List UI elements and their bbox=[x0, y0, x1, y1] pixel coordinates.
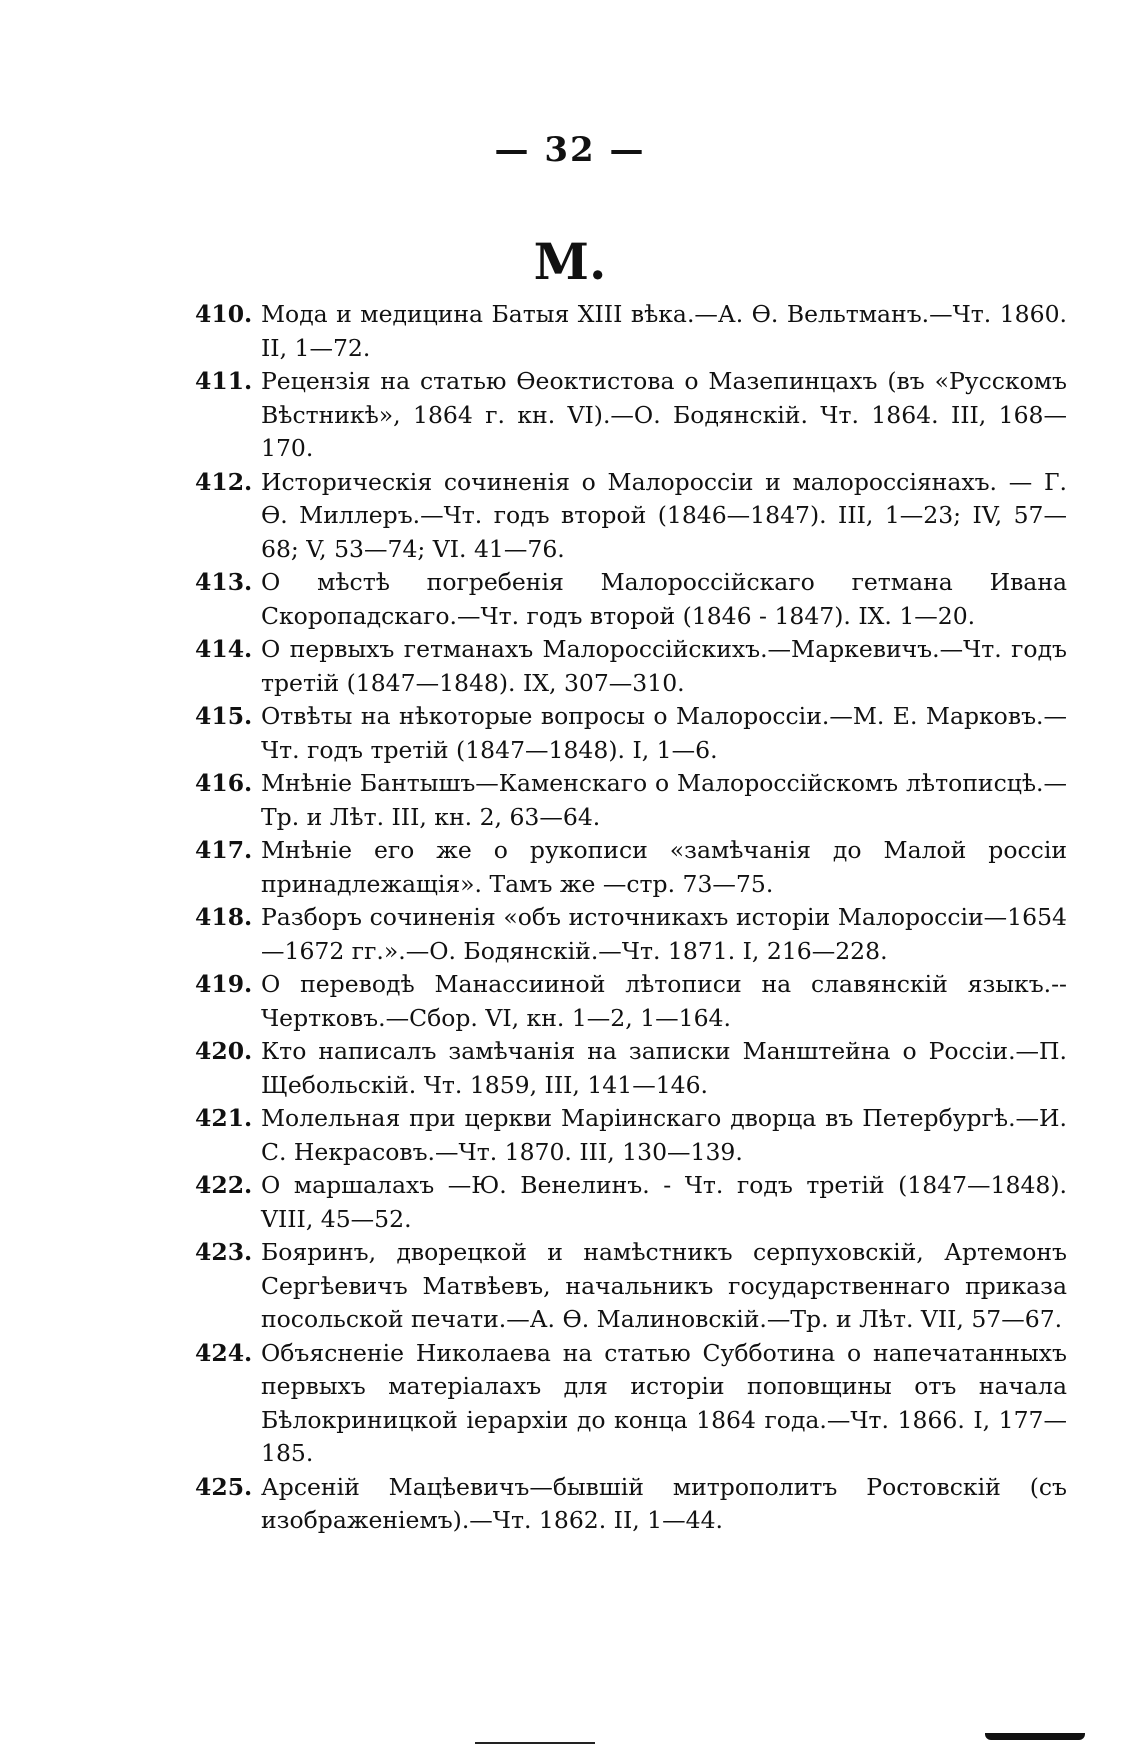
bibliography-entry-list bbox=[195, 298, 1067, 1538]
entry-number: 412. bbox=[195, 467, 253, 496]
entry-text: Рецензія на статью Ѳеоктистова о Мазепинцахъ (въ «Русскомъ Вѣстникѣ», 1864 г. кн. VI).—О. Бодянскій. Чт. 1864. III, 168—170. bbox=[261, 367, 1067, 462]
page-number: — 32 — bbox=[494, 130, 646, 170]
bottom-rule bbox=[475, 1742, 595, 1744]
entry-text: О первыхъ гетманахъ Малороссійскихъ.—Маркевичъ.—Чт. годъ третій (1847—1848). IX, 307—310. bbox=[261, 635, 1067, 697]
entry-number: 411. bbox=[195, 367, 253, 395]
entry-number: 417. bbox=[195, 836, 253, 864]
bibliography-entry bbox=[195, 1102, 1067, 1169]
bibliography-entry bbox=[195, 1236, 1067, 1337]
library-stamp-mark bbox=[985, 1715, 1085, 1740]
bibliography-entry bbox=[195, 1337, 1067, 1471]
entry-text: Молельная при церкви Маріинскаго дворца въ Петербургѣ.—И. С. Некрасовъ.—Чт. 1870. III, 130—139. bbox=[261, 1104, 1067, 1166]
entry-text: Бояринъ, дворецкой и намѣстникъ серпуховскій, Артемонъ Сергѣевичъ Матвѣевъ, начальникъ государственнаго приказа посольской печати.—А. Ѳ. Малиновскій.—Тр. и Лѣт. VII, 57—67. bbox=[261, 1238, 1067, 1333]
entry-text: Арсеній Мацѣевичъ—бывшій митрополитъ Ростовскій (съ изображеніемъ).—Чт. 1862. II, 1—44. bbox=[261, 1472, 1067, 1534]
bibliography-entry bbox=[195, 365, 1067, 466]
bibliography-entry bbox=[195, 298, 1067, 365]
bibliography-entry bbox=[195, 901, 1067, 968]
entry-number: 421. bbox=[195, 1104, 253, 1132]
entry-number: 415. bbox=[195, 702, 253, 730]
entry-text: О мѣстѣ погребенія Малороссійскаго гетмана Ивана Скоропадскаго.—Чт. годъ второй (1846 - 1847). IX. 1—20. bbox=[261, 568, 1067, 630]
entry-number: 410. bbox=[195, 300, 253, 328]
entry-number: 418. bbox=[195, 903, 253, 931]
bibliography-entry bbox=[195, 700, 1067, 767]
bibliography-entry bbox=[195, 566, 1067, 633]
entry-number: 420. bbox=[195, 1037, 253, 1065]
bibliography-entry bbox=[195, 1035, 1067, 1102]
entry-text: Кто написалъ замѣчанія на записки Манштейна о Россіи.—П. Щебольскій. Чт. 1859, III, 141—146. bbox=[261, 1037, 1067, 1099]
entry-number: 416. bbox=[195, 769, 253, 797]
bibliography-entry bbox=[195, 466, 1067, 567]
entry-text: О переводѣ Манассииной лѣтописи на славянскій языкъ.--Чертковъ.—Сбор. VI, кн. 1—2, 1—164. bbox=[261, 970, 1067, 1032]
entry-text: Мнѣніе его же о рукописи «замѣчанія до Малой россіи принадлежащія». Тамъ же —стр. 73—75. bbox=[261, 836, 1067, 898]
bibliography-entry bbox=[195, 968, 1067, 1035]
bibliography-entry bbox=[195, 1169, 1067, 1236]
entry-number: 422. bbox=[195, 1171, 253, 1199]
entry-number: 424. bbox=[195, 1338, 253, 1367]
bibliography-entry bbox=[195, 1471, 1067, 1538]
entry-text: Мнѣніе Бантышъ—Каменскаго о Малороссійскомъ лѣтописцѣ.—Тр. и Лѣт. III, кн. 2, 63—64. bbox=[261, 769, 1067, 831]
entry-number: 419. bbox=[195, 970, 253, 998]
entry-text: Отвѣты на нѣкоторые вопросы о Малороссіи.—М. Е. Марковъ.—Чт. годъ третій (1847—1848). I, 1—6. bbox=[261, 702, 1067, 764]
entry-number: 414. bbox=[195, 635, 253, 663]
entry-text: Объясненіе Николаева на статью Субботина о напечатанныхъ первыхъ матеріалахъ для исторіи поповщины отъ начала Бѣлокриницкой іерархіи до конца 1864 года.—Чт. 1866. I, 177—185. bbox=[261, 1338, 1067, 1467]
section-letter-heading: М. bbox=[533, 232, 607, 291]
entry-number: 413. bbox=[195, 568, 253, 596]
bibliography-entry bbox=[195, 834, 1067, 901]
entry-text: Разборъ сочиненія «объ источникахъ исторіи Малороссіи—1654—1672 гг.».—О. Бодянскій.—Чт. 1871. I, 216—228. bbox=[261, 903, 1067, 965]
entry-text: Мода и медицина Батыя XIII вѣка.—А. Ѳ. Вельтманъ.—Чт. 1860. II, 1—72. bbox=[261, 300, 1067, 362]
bibliography-entry bbox=[195, 767, 1067, 834]
entry-text: Историческія сочиненія о Малороссіи и малороссіянахъ. — Г. Ѳ. Миллеръ.—Чт. годъ второй (1846—1847). III, 1—23; IV, 57—68; V, 53—74; VI. 41—76. bbox=[261, 467, 1067, 563]
entry-number: 425. bbox=[195, 1472, 253, 1501]
entry-text: О маршалахъ —Ю. Венелинъ. - Чт. годъ третій (1847—1848). VIII, 45—52. bbox=[261, 1171, 1067, 1233]
bibliography-entry bbox=[195, 633, 1067, 700]
entry-number: 423. bbox=[195, 1238, 253, 1266]
